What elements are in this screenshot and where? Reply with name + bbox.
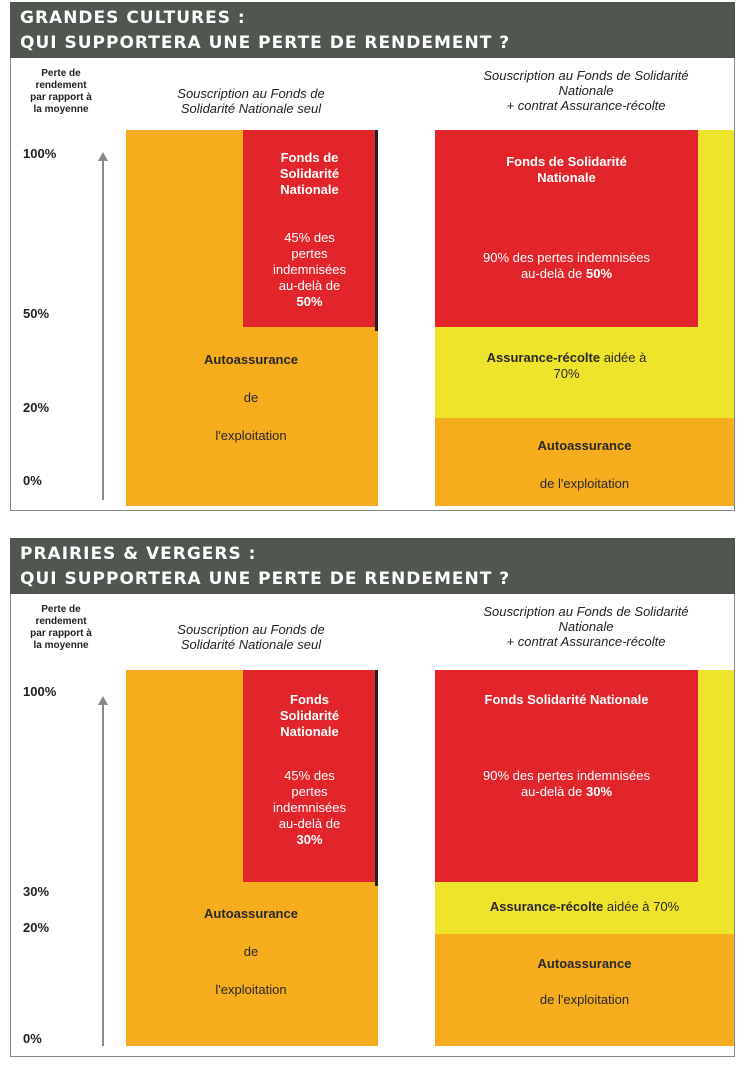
left-red-title-line: Nationale [280,182,339,197]
y-axis-line [102,160,104,500]
panel-frame [10,594,735,1057]
left-orange-text [176,904,326,1000]
right-red-title-line: Nationale [537,170,596,185]
panel-prairies-vergers [10,538,735,1062]
right-yellow-text [435,899,734,915]
right-yellow-rest: aidée à [600,350,647,365]
right-column-title-line: Nationale [558,83,614,98]
left-red-detail-line: indemnisées [273,800,346,815]
panel-title-line2: QUI SUPPORTERA UNE PERTE DE RENDEMENT ? [20,33,511,53]
left-column-title [141,622,361,652]
right-column-title-line: + contrat Assurance-récolte [506,98,666,113]
tick-label: 20% [23,920,50,935]
left-red-detail-line: pertes [291,246,328,261]
left-column-title-line: Solidarité Nationale seul [180,637,322,652]
left-orange-line: de [243,390,259,405]
right-yellow-rest: aidée à 70% [603,899,680,914]
right-orange-line: Autoassurance [537,438,632,453]
right-red-detail-prefix: au-delà de [520,266,587,281]
left-red-threshold: 30% [296,832,323,847]
right-red-detail-prefix: au-delà de [520,784,587,799]
y-axis-label-line: rendement [35,616,87,627]
left-orange-line: l'exploitation [215,428,287,443]
panel-frame [10,58,735,511]
y-axis-label [29,68,93,116]
right-column-title-line: Nationale [558,619,614,634]
tick-label: 30% [23,884,50,899]
left-orange-line: de [243,944,259,959]
tick-label: 100% [23,684,57,699]
left-orange-line: Autoassurance [204,352,298,367]
left-orange-line: Autoassurance [204,906,298,921]
left-red-title [243,692,376,740]
right-red-detail-line: 90% des pertes indemnisées [483,768,650,783]
tick-label: 0% [23,1031,42,1046]
left-red-threshold: 50% [296,294,323,309]
left-column-title-line: Solidarité Nationale seul [180,101,322,116]
right-red-detail [435,250,698,282]
panel-header [10,2,735,58]
panel-grandes-cultures [10,2,735,516]
y-axis-label-line: la moyenne [33,640,89,651]
panel-title-line1: PRAIRIES & VERGERS : [20,544,257,564]
left-red-title-line: Solidarité [279,166,340,181]
y-axis-label-line: la moyenne [33,104,89,115]
right-red-title [435,154,698,186]
tick-label: 100% [23,146,57,161]
right-orange-line: Autoassurance [537,956,632,971]
left-red-title-line: Nationale [280,724,339,739]
y-axis-label [29,604,93,652]
right-red-title-line: Fonds Solidarité Nationale [484,692,649,707]
right-column-title [441,604,731,649]
left-red-title-line: Fonds de [280,150,339,165]
right-orange-line: de l'exploitation [539,476,630,491]
panel-header [10,538,735,594]
left-red-detail-line: indemnisées [273,262,346,277]
right-red-detail [435,768,698,800]
left-column-title-line: Souscription au Fonds de [177,622,325,637]
panel-title-line2: QUI SUPPORTERA UNE PERTE DE RENDEMENT ? [20,569,511,589]
left-red-detail-line: 45% des [284,230,335,245]
right-yellow-line2: 70% [553,366,580,381]
right-red-threshold: 50% [586,266,613,281]
panel-title-line1: GRANDES CULTURES : [20,8,246,28]
tick-label: 50% [23,306,50,321]
right-orange-text [435,954,734,1010]
right-orange-line: de l'exploitation [539,992,630,1007]
left-red-detail-line: au-delà de [278,816,341,831]
left-column-title [141,86,361,116]
right-red-detail-line: 90% des pertes indemnisées [483,250,650,265]
left-red-title-line: Fonds [290,692,329,707]
right-red-title-line: Fonds de Solidarité [506,154,627,169]
left-red-detail-line: pertes [291,784,328,799]
right-red-title [435,692,698,708]
right-yellow-line [435,350,698,366]
right-red-threshold: 30% [586,784,613,799]
left-red-detail [243,230,376,310]
left-red-title-line: Solidarité [279,708,340,723]
left-red-detail [243,768,376,848]
tick-label: 0% [23,473,42,488]
right-column-title-line: Souscription au Fonds de Solidarité [483,604,689,619]
left-red-detail-line: au-delà de [278,278,341,293]
y-axis-label-line: par rapport à [30,92,92,103]
y-axis-label-line: rendement [35,80,87,91]
right-column-title [441,68,731,113]
y-axis-label-line: Perte de [41,604,81,615]
right-column-title-line: Souscription au Fonds de Solidarité [483,68,689,83]
right-yellow-line [435,899,734,915]
left-orange-text [176,350,326,446]
right-yellow-strong: Assurance-récolte [486,350,601,365]
right-column-title-line: + contrat Assurance-récolte [506,634,666,649]
y-axis-line [102,704,104,1046]
y-axis-label-line: Perte de [41,68,81,79]
y-axis-label-line: par rapport à [30,628,92,639]
right-yellow-text [435,350,698,382]
left-orange-line: l'exploitation [215,982,287,997]
tick-label: 20% [23,400,50,415]
right-orange-text [435,436,734,494]
left-red-detail-line: 45% des [284,768,335,783]
left-red-title [243,150,376,198]
left-column-title-line: Souscription au Fonds de [177,86,325,101]
right-yellow-strong: Assurance-récolte [489,899,604,914]
right-red-detail-line [435,784,698,800]
right-red-detail-line [435,266,698,282]
